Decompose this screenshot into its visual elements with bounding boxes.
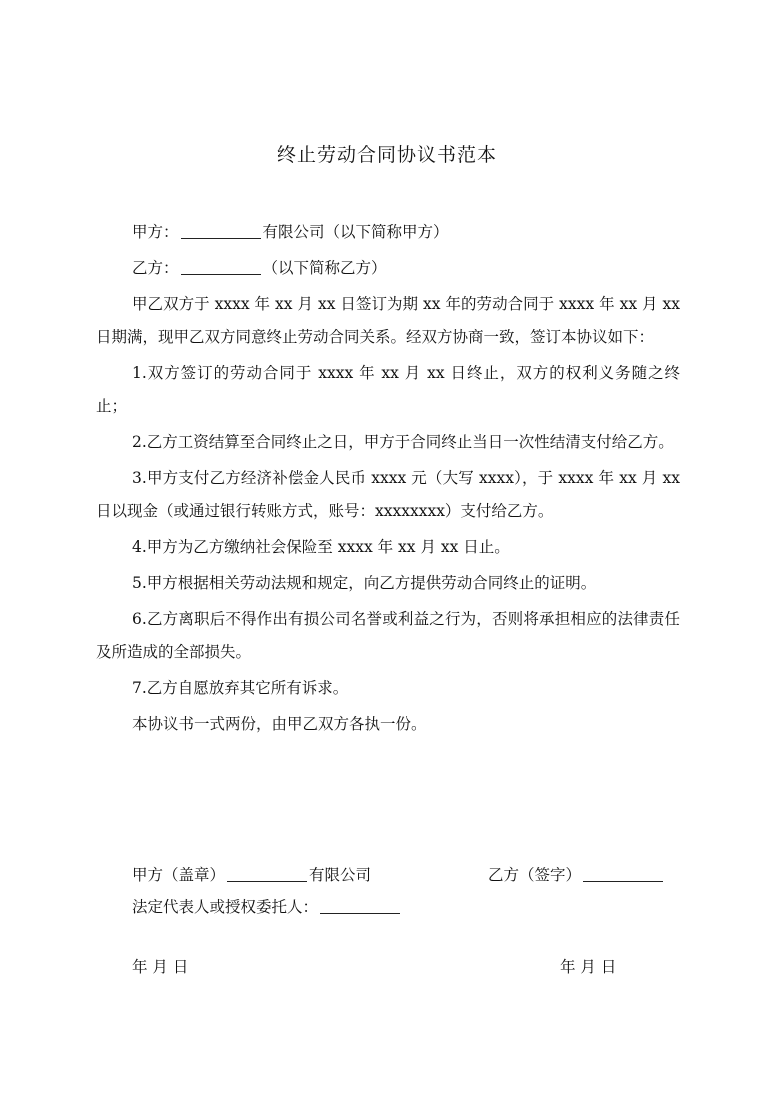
party-b-sign-line: [488, 860, 665, 890]
clause-7: 7.乙方自愿放弃其它所有诉求。: [132, 679, 349, 697]
clause-3: 3.甲方支付乙方经济补偿金人民币 xxxx 元（大写 xxxx），于 xxxx 年 xx 月 xx 日以现金（或通过银行转账方式，账号：xxxxxxxx）支付给乙方。: [96, 469, 680, 520]
party-a-seal-suffix: 有限公司: [309, 866, 372, 884]
closing-paragraph: 本协议书一式两份，由甲乙双方各执一份。: [132, 715, 427, 733]
party-b-blank: [181, 258, 261, 275]
document-title: 终止劳动合同协议书范本: [276, 144, 497, 166]
clause-5: 5.甲方根据相关劳动法规和规定，向乙方提供劳动合同终止的证明。: [132, 574, 597, 592]
party-b-suffix: （以下简称乙方）: [262, 259, 387, 277]
party-a-seal-label: 甲方（盖章）: [132, 866, 226, 884]
party-a-suffix: 有限公司（以下简称甲方）: [262, 223, 449, 241]
legal-rep-blank: [320, 897, 400, 914]
document-body: [96, 216, 680, 744]
clause-4: 4.甲方为乙方缴纳社会保险至 xxxx 年 xx 月 xx 日止。: [132, 538, 510, 556]
party-b-date: 年 月 日: [560, 958, 617, 976]
party-b-line: [96, 252, 680, 285]
clause-2: 2.乙方工资结算至合同终止之日，甲方于合同终止当日一次性结清支付给乙方。: [132, 433, 674, 451]
party-a-blank: [181, 222, 261, 239]
legal-rep-line: [132, 892, 402, 922]
party-a-seal-blank: [227, 865, 307, 882]
party-a-label: 甲方：: [132, 223, 179, 241]
party-b-label: 乙方：: [132, 259, 179, 277]
party-a-line: [96, 216, 680, 249]
party-a-date: 年 月 日: [132, 958, 189, 976]
clause-1: 1.双方签订的劳动合同于 xxxx 年 xx 月 xx 日终止，双方的权利义务随之终止；: [96, 364, 680, 415]
intro-paragraph: 甲乙双方于 xxxx 年 xx 月 xx 日签订为期 xx 年的劳动合同于 xxxx 年 xx 月 xx 日期满，现甲乙双方同意终止劳动合同关系。经双方协商一致，签订本协议如下：: [96, 295, 680, 346]
party-b-sign-label: 乙方（签字）: [488, 866, 582, 884]
party-b-sign-blank: [583, 865, 663, 882]
party-a-seal-line: [132, 860, 371, 890]
legal-rep-label: 法定代表人或授权委托人：: [132, 898, 319, 916]
clause-6: 6.乙方离职后不得作出有损公司名誉或利益之行为，否则将承担相应的法律责任及所造成的全部损失。: [96, 610, 680, 661]
